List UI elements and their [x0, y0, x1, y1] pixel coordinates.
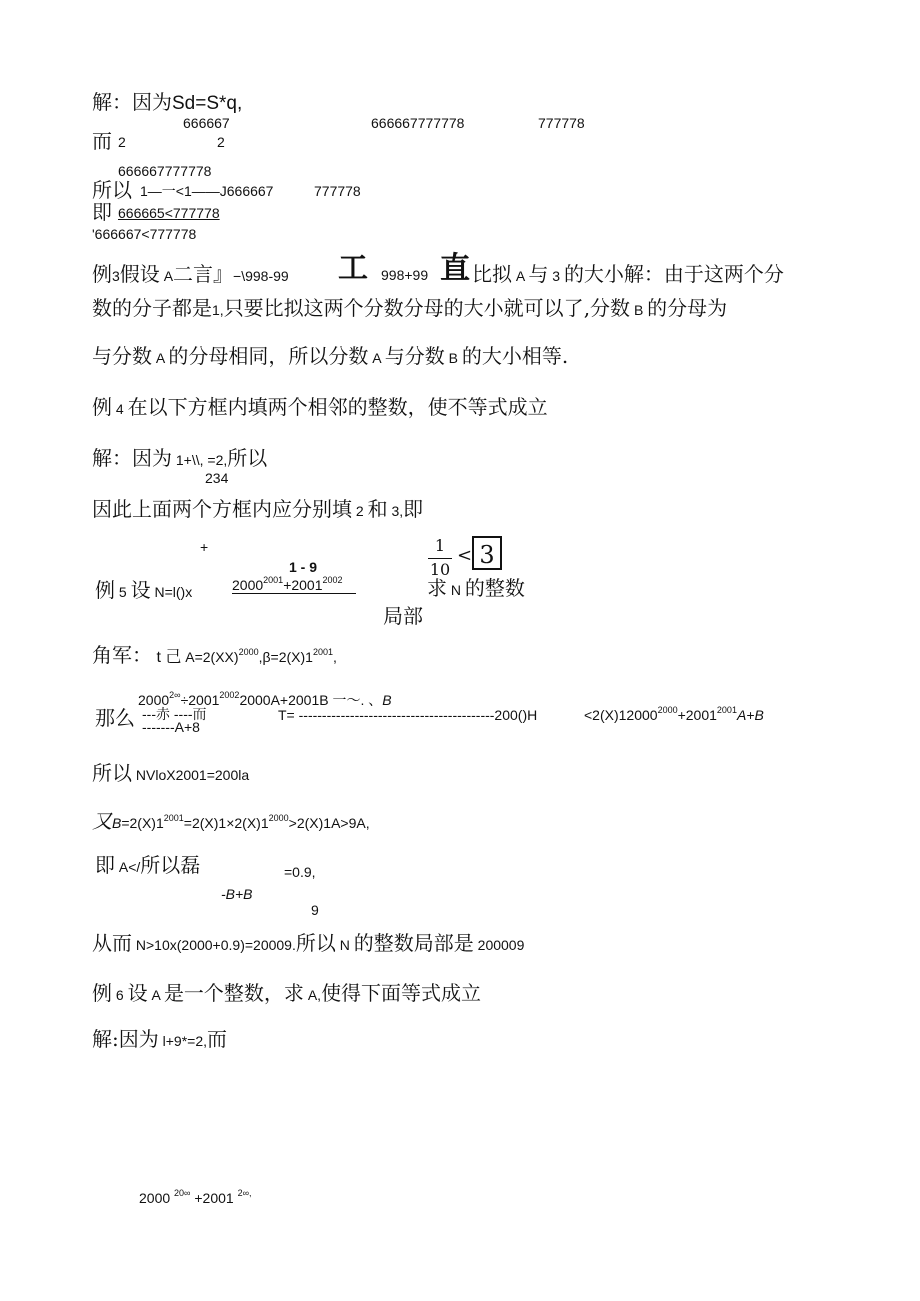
solution-4: 解：因为 1+\\, =2,所以: [92, 446, 268, 470]
example-4: 例 4 在以下方框内填两个相邻的整数，使不等式成立: [92, 395, 548, 419]
text-line: 又$B=2(X)1^{2001}=2(X)1\times 2(X)1^{2000}>2(X)1A>9A$,: [92, 809, 370, 833]
math-expression: $<2(X)12000^{2000}+2001^{2001}A+B$: [584, 705, 764, 723]
solution-6: 解:因为 l+9*=2,而: [92, 1027, 228, 1051]
math-expression: -------A+8: [142, 719, 200, 735]
fraction-numerator: 1 - 9: [289, 559, 318, 575]
math-expression: T= ------------------------------------------200()H: [278, 707, 538, 723]
example-5: 例 5 设 N=l()x: [95, 578, 193, 602]
math-expression: =0.9,: [284, 864, 316, 880]
text-line: 所以: [92, 178, 132, 202]
less-than-sign: <: [457, 545, 473, 566]
math-expression: 666665<777778: [118, 205, 220, 221]
number-text: 666667777778: [118, 163, 212, 179]
number-text: 9: [311, 902, 319, 918]
example-6: 例 6 设 A 是一个整数，求 A,使得下面等式成立: [92, 981, 482, 1005]
example-3-line-1-tail: 比拟 A 与 3 的大小解：由于这两个分: [472, 262, 784, 286]
number-text: 666667777778: [371, 115, 465, 131]
fill-answer-line: 因此上面两个方框内应分别填 2 和 3,即: [92, 497, 424, 521]
number-text: 666667: [183, 115, 230, 131]
answer-box: 3: [472, 536, 502, 570]
solution-label: 解：因为Sd=S*q,: [92, 90, 243, 114]
example-5-continuation: 局部: [383, 604, 423, 628]
math-expression: $2000^{2\infty}\div 2001^{2002}2000A+2001B$ 一〜. 、B: [138, 690, 392, 708]
text-line: 从而 N>10x(2000+0.9)=20009.所以 N 的整数局部是 200009: [92, 931, 525, 955]
math-expression: 2000 $^{20\infty}$ +2001 $^{2\infty,}$: [139, 1188, 252, 1206]
fraction-numerator: 1: [434, 536, 446, 555]
plus-sign: +: [200, 539, 209, 555]
solution-5: 角军： t 己 $A=2(XX)^{2000},\beta=2(X)1^{2001}$,: [92, 643, 337, 667]
math-expression: 777778: [314, 183, 361, 199]
math-expression: '666667<777778: [92, 226, 197, 242]
text-line: 即 A</所以磊: [95, 853, 201, 877]
fraction-denominator: $2000^{2001}+2001^{2002}$: [232, 575, 343, 593]
text-line: 那么: [95, 706, 135, 730]
math-expression: 998+99: [381, 267, 429, 283]
number-text: 777778: [538, 115, 585, 131]
text-line: 而: [92, 129, 112, 153]
fraction-bar: [428, 558, 452, 559]
number-text: 2: [217, 134, 225, 150]
fraction-bar: [232, 593, 356, 594]
math-expression: ---赤 ----而: [142, 706, 207, 722]
math-expression: -B+B: [221, 886, 253, 902]
math-expression: 1—一<1——J666667: [140, 183, 274, 199]
example-3-line-3: 与分数 A 的分母相同，所以分数 A 与分数 B 的大小相等.: [92, 344, 569, 368]
text-line: 所以 NVloX2001=200la: [92, 761, 250, 785]
number-text: 2: [118, 134, 126, 150]
garbled-glyph: 工: [338, 251, 366, 286]
garbled-glyph: 直: [440, 251, 468, 286]
example-3-line-1: 例3假设 A二言』−\998-99: [92, 262, 289, 286]
fraction-denominator: 10: [429, 560, 451, 579]
number-text: 234: [205, 470, 229, 486]
example-3-line-2: 数的分子都是1,只要比拟这两个分数分母的大小就可以了,分数 B 的分母为: [92, 296, 728, 320]
example-5-tail: 求 N 的整数: [427, 576, 525, 600]
text-line: 即: [92, 200, 112, 224]
